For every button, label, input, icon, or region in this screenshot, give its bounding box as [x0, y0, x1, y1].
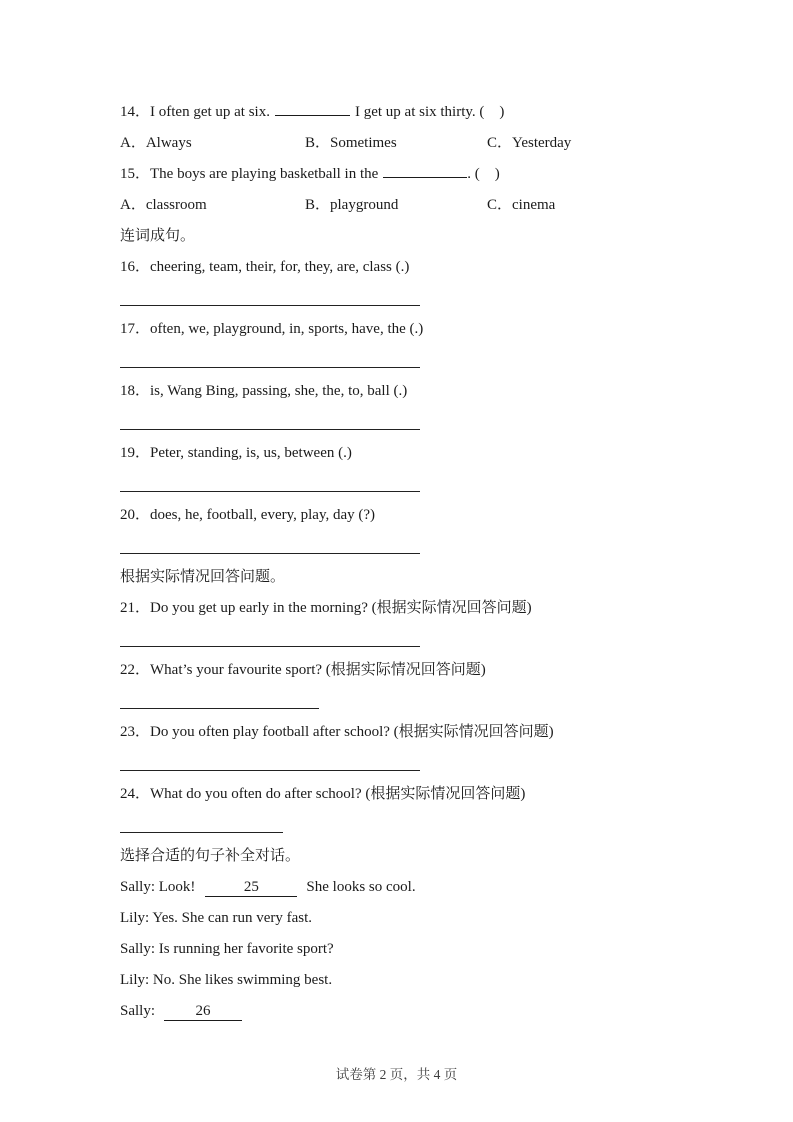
section-title-rearrange: 连词成句。 — [120, 228, 196, 244]
question-14 — [120, 97, 703, 128]
answer-line — [120, 553, 420, 554]
section-title-dialogue: 选择合适的句子补全对话。 — [120, 848, 301, 864]
question-15-blank — [383, 164, 467, 178]
dialogue-blank-25: 25 — [205, 877, 297, 897]
answer-line — [120, 429, 420, 430]
answer-line — [120, 367, 420, 368]
question-15-option-c: C．cinema — [487, 197, 556, 213]
question-17: 17．often, we, playground, in, sports, have, the (.) — [120, 321, 424, 337]
answer-line — [120, 708, 319, 709]
dialogue-line-5 — [120, 996, 703, 1027]
answer-line-16 — [120, 283, 703, 314]
question-14-blank — [275, 102, 350, 116]
question-14-options — [120, 128, 703, 159]
question-15-options — [120, 190, 703, 221]
question-15-option-b: B．playground — [305, 197, 399, 213]
question-18: 18．is, Wang Bing, passing, she, the, to, ball (.) — [120, 383, 408, 399]
question-22: 22．What’s your favourite sport? (根据实际情况回答问题) — [120, 662, 486, 678]
dialogue-line-3: Sally: Is running her favorite sport? — [120, 941, 334, 957]
question-15 — [120, 159, 703, 190]
answer-line — [120, 646, 420, 647]
answer-line — [120, 305, 420, 306]
dialogue-line-1-post: She looks so cool. — [306, 879, 416, 895]
dialogue-line-1-pre: Sally: Look! — [120, 879, 196, 895]
answer-line-18 — [120, 407, 703, 438]
dialogue-line-1 — [120, 872, 703, 903]
question-14-option-c: C．Yesterday — [487, 135, 572, 151]
section-title-answer: 根据实际情况回答问题。 — [120, 569, 286, 585]
question-19: 19．Peter, standing, is, us, between (.) — [120, 445, 352, 461]
question-15-stem-before: 15．The boys are playing basketball in the — [120, 166, 379, 182]
answer-line-19 — [120, 469, 703, 500]
question-23: 23．Do you often play football after school? (根据实际情况回答问题) — [120, 724, 554, 740]
answer-line — [120, 832, 283, 833]
answer-line-22 — [120, 686, 703, 717]
question-15-stem-after: . ( ) — [467, 166, 500, 182]
question-24: 24．What do you often do after school? (根据实际情况回答问题) — [120, 786, 526, 802]
question-14-stem-after: I get up at six thirty. ( ) — [354, 104, 505, 120]
answer-line-17 — [120, 345, 703, 376]
answer-line-21 — [120, 624, 703, 655]
answer-line-23 — [120, 748, 703, 779]
question-15-option-a: A．classroom — [120, 197, 207, 213]
page-footer: 试卷第 2 页，共 4 页 — [335, 1067, 458, 1082]
dialogue-blank-26: 26 — [164, 1001, 242, 1021]
question-14-stem-before: 14．I often get up at six. — [120, 104, 270, 120]
question-14-option-b: B．Sometimes — [305, 135, 397, 151]
dialogue-line-2: Lily: Yes. She can run very fast. — [120, 910, 313, 926]
answer-line — [120, 491, 420, 492]
answer-line-24 — [120, 810, 703, 841]
question-21: 21．Do you get up early in the morning? (根据实际情况回答问题) — [120, 600, 532, 616]
question-20: 20．does, he, football, every, play, day (?) — [120, 507, 376, 523]
page-content — [120, 97, 703, 1027]
dialogue-line-4: Lily: No. She likes swimming best. — [120, 972, 333, 988]
answer-line — [120, 770, 420, 771]
answer-line-20 — [120, 531, 703, 562]
question-14-option-a: A．Always — [120, 135, 192, 151]
dialogue-line-5-pre: Sally: — [120, 1003, 156, 1019]
question-16: 16．cheering, team, their, for, they, are, class (.) — [120, 259, 410, 275]
